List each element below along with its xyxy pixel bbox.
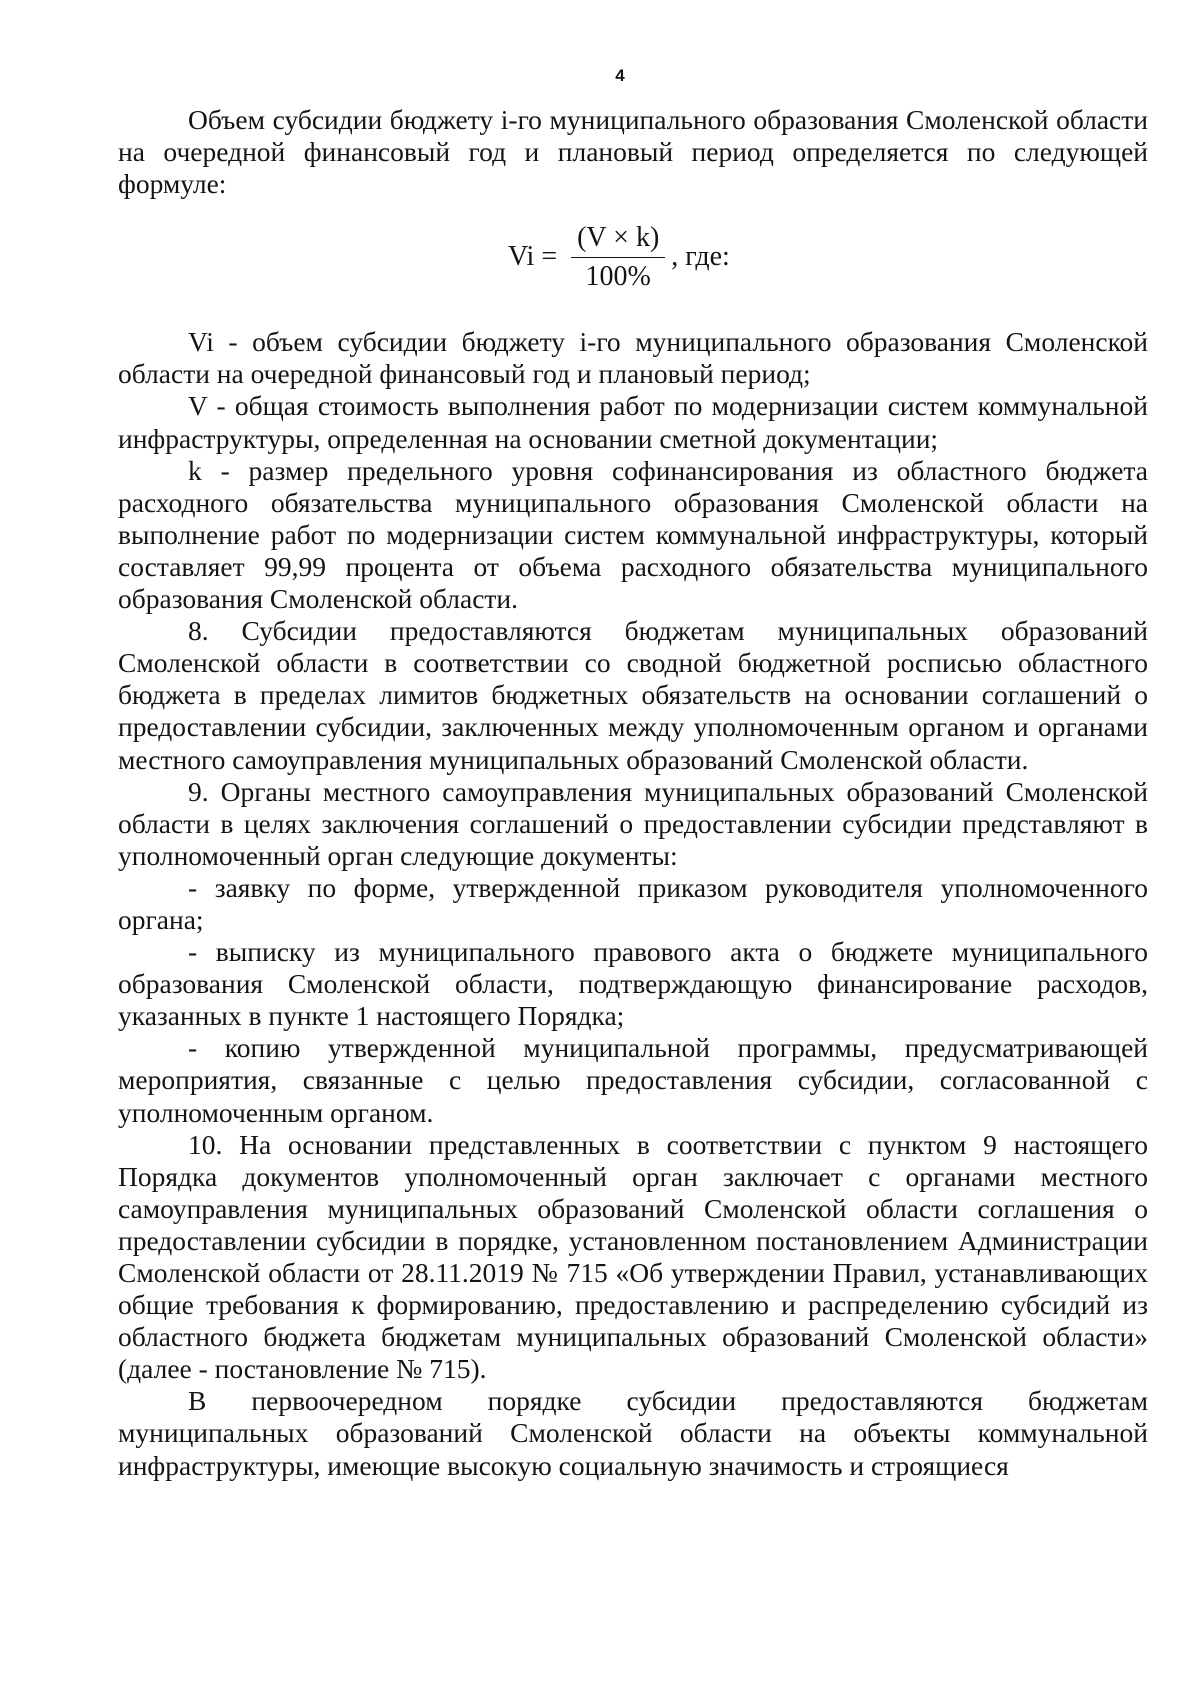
item-9-paragraph: 9. Органы местного самоуправления муниципальных образований Смоленской области в целях заключения соглашений о предоставлении субсидии представляют в уполномоченный орган следующие документы:	[118, 775, 1148, 871]
item-9-bullet-application: - заявку по форме, утвержденной приказом руководителя уполномоченного органа;	[118, 871, 1148, 935]
formula-expression	[508, 212, 730, 302]
formula-tail: , где:	[671, 241, 730, 273]
formula-lhs: Vi =	[508, 241, 558, 273]
item-9-bullet-program-copy: - копию утвержденной муниципальной программы, предусматривающей мероприятия, связанные с целью предоставления субсидии, согласованной с уполномоченным органом.	[118, 1032, 1148, 1128]
definition-k: k - размер предельного уровня софинансирования из областного бюджета расходного обязательства муниципального образования Смоленской области на выполнение работ по модернизации систем коммунальной инфраструктуры, который составляет 99,99 процента от объема расходного обязательства муниципального образования Смоленской области.	[118, 454, 1148, 615]
item-9-bullet-extract: - выписку из муниципального правового акта о бюджете муниципального образования Смоленской области, подтверждающую финансирование расходов, указанных в пункте 1 настоящего Порядка;	[118, 936, 1148, 1032]
formula-fraction	[571, 222, 665, 293]
document-body	[118, 104, 1148, 1482]
priority-paragraph: В первоочередном порядке субсидии предоставляются бюджетам муниципальных образований Смоленской области на объекты коммунальной инфраструктуры, имеющие высокую социальную значимость и строящиеся	[118, 1385, 1148, 1481]
formula-numerator: (V × k)	[571, 222, 665, 258]
intro-paragraph: Объем субсидии бюджету i-го муниципального образования Смоленской области на очередной финансовый год и плановый период определяется по следующей формуле:	[118, 104, 1148, 200]
item-8-paragraph: 8. Субсидии предоставляются бюджетам муниципальных образований Смоленской области в соответствии со сводной бюджетной росписью областного бюджета в пределах лимитов бюджетных обязательств на основании соглашений о предоставлении субсидии, заключенных между уполномоченным органом и органами местного самоуправления муниципальных образований Смоленской области.	[118, 615, 1148, 775]
page-number: 4	[615, 66, 625, 85]
formula-denominator: 100%	[585, 260, 651, 292]
subsidy-formula	[118, 212, 1148, 308]
definition-vi: Vi - объем субсидии бюджету i-го муниципального образования Смоленской области на очередной финансовый год и плановый период;	[118, 326, 1148, 390]
item-10-paragraph: 10. На основании представленных в соответствии с пунктом 9 настоящего Порядка документов уполномоченный орган заключает с органами местного самоуправления муниципальных образований Смоленской области соглашения о предоставлении субсидии в порядке, установленном постановлением Администрации Смоленской области от 28.11.2019 № 715 «Об утверждении Правил, устанавливающих общие требования к формированию, предоставлению и распределению субсидий из областного бюджета бюджетам муниципальных образований Смоленской области» (далее - постановление № 715).	[118, 1128, 1148, 1385]
definition-v: V - общая стоимость выполнения работ по модернизации систем коммунальной инфраструктуры, определенная на основании сметной документации;	[118, 390, 1148, 454]
